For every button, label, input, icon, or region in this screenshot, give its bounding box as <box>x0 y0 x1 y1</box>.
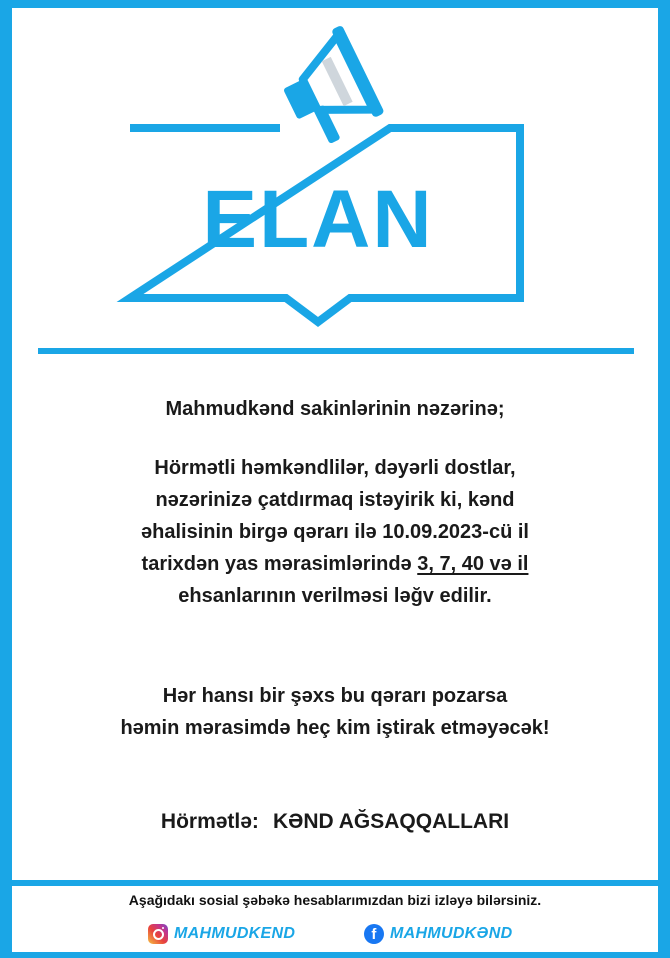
header-divider <box>38 348 634 354</box>
underlined-days: 3, 7, 40 və il <box>417 553 529 575</box>
footer-inner <box>12 886 658 952</box>
footer <box>0 880 670 958</box>
paragraph-line: nəzərinizə çatdırmaq istəyirik ki, kənd <box>155 489 515 511</box>
announcement-paragraph <box>12 452 658 612</box>
greeting-line: Mahmudkənd sakinlərinin nəzərinə; <box>165 398 505 420</box>
facebook-icon: f <box>364 924 384 944</box>
elan-title: ELAN <box>202 174 434 265</box>
paragraph-line <box>12 548 658 580</box>
paragraph-line-prefix: tarixdən yas mərasimlərində <box>141 553 412 575</box>
signature-label: Hörmətlə: <box>160 810 259 833</box>
elan-logo <box>0 0 670 340</box>
facebook-link[interactable] <box>364 924 513 944</box>
paragraph-line: həmin mərasimdə heç kim iştirak etməyəcək! <box>120 717 550 739</box>
facebook-handle: MAHMUDKƏND <box>390 925 513 942</box>
signature-name: KƏND AĞSAQQALLARI <box>272 810 510 833</box>
signature-line <box>12 806 658 838</box>
paragraph-line: Hər hansı bir şəxs bu qərarı pozarsa <box>162 685 508 707</box>
instagram-icon <box>148 924 168 944</box>
paragraph-line: ehsanlarının verilməsi ləğv edilir. <box>178 585 492 607</box>
megaphone-icon <box>269 25 387 152</box>
instagram-handle: MAHMUDKEND <box>174 925 296 942</box>
instagram-link[interactable] <box>148 924 295 944</box>
paragraph-line: Hörmətli həmkəndlilər, dəyərli dostlar, <box>154 457 516 479</box>
warning-paragraph <box>12 680 658 744</box>
footer-text: Aşağıdakı sosial şəbəkə hesablarımızdan bizi izləyə bilərsiniz. <box>128 892 542 908</box>
paragraph-line: əhalisinin birgə qərarı ilə 10.09.2023-cü il <box>141 521 529 543</box>
